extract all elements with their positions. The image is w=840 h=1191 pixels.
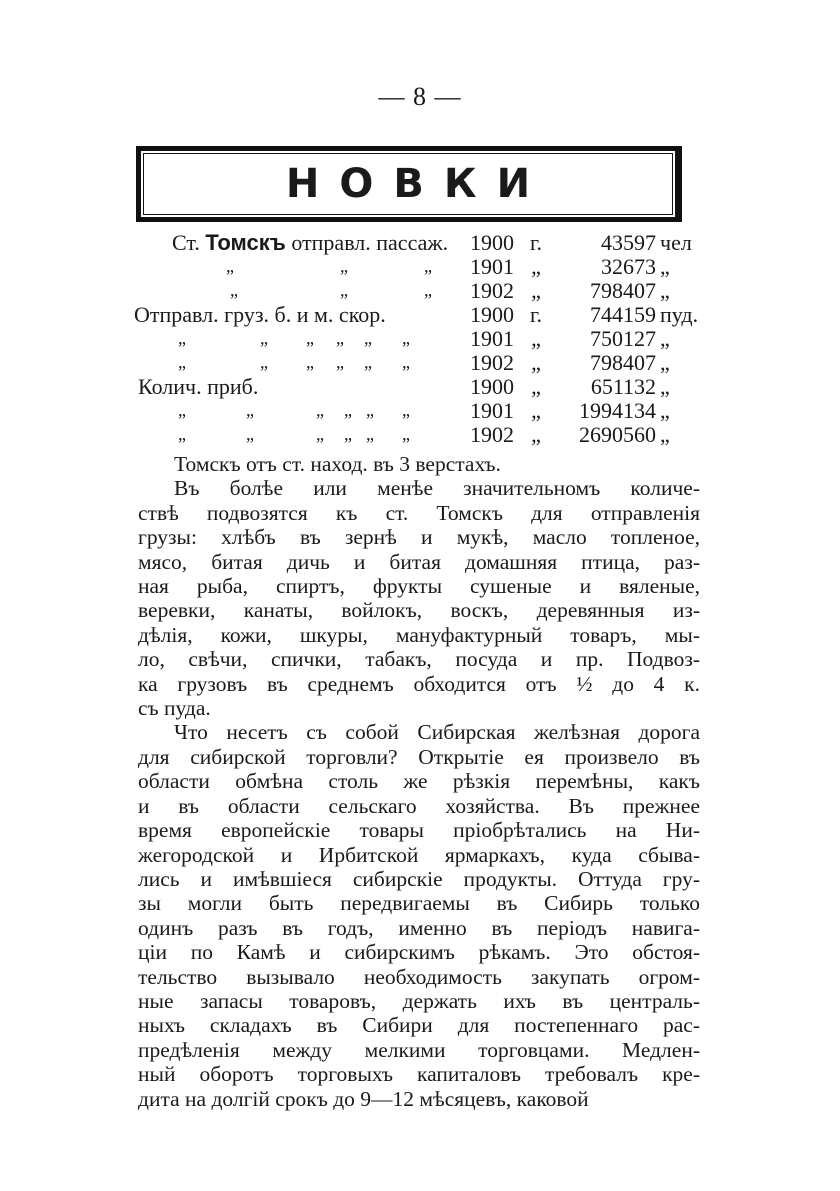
stats-row-label: Ст. Томскъ отправл. пассаж.	[172, 230, 449, 255]
text-line: ный оборотъ торговыхъ капиталовъ требовалъ кре-	[138, 1062, 700, 1087]
ditto-mark: „	[306, 352, 314, 372]
text-line: мясо, битая дичь и битая домашняя птица, раз-	[138, 549, 700, 574]
page-number: — 8 —	[378, 82, 462, 111]
stats-unit-tail: „	[660, 350, 670, 375]
ditto-mark: „	[306, 328, 314, 348]
text-line: время европейскіе товары пріобрѣтались на Ни-	[138, 818, 700, 843]
ditto-mark: „	[366, 424, 374, 444]
ditto-mark: „	[178, 424, 186, 444]
stats-year: 1901	[470, 326, 514, 351]
title-frame-inner-rule	[143, 153, 673, 215]
stats-value: 798407	[590, 350, 656, 375]
ditto-mark: „	[178, 400, 186, 420]
stats-value: 798407	[590, 278, 656, 303]
stats-unit-tail: „	[660, 398, 670, 423]
text-line: жегородской и Ирбитской ярмаркахъ, куда сбыва-	[138, 842, 700, 867]
stats-year: 1900	[470, 230, 514, 255]
stats-unit: г.	[529, 302, 543, 327]
stats-row	[0, 350, 840, 374]
ditto-mark: „	[344, 424, 352, 444]
ditto-mark: „	[178, 328, 186, 348]
ditto-mark: „	[316, 424, 324, 444]
stats-unit-tail: чел	[660, 230, 692, 255]
ditto-mark: „	[226, 256, 234, 276]
statistics-table	[0, 230, 840, 450]
ditto-mark: „	[340, 256, 348, 276]
stats-value: 43597	[601, 230, 656, 255]
ditto-mark: „	[246, 424, 254, 444]
text-line: съ пуда.	[138, 696, 211, 721]
stats-row	[0, 302, 840, 326]
ditto-mark: „	[424, 256, 432, 276]
stats-row	[0, 398, 840, 422]
stats-value: 32673	[601, 254, 656, 279]
body-text	[138, 452, 700, 1111]
stats-unit-tail: пуд.	[660, 302, 699, 327]
text-line: дита на долгій срокъ до 9—12 мѣсяцевъ, каковой	[138, 1086, 589, 1111]
stats-unit: „	[531, 350, 541, 375]
stats-value: 744159	[590, 302, 656, 327]
stats-year: 1902	[470, 422, 514, 447]
stats-row	[0, 230, 840, 254]
stats-row	[0, 326, 840, 350]
stats-row	[0, 278, 840, 302]
distance-note: Томскъ отъ ст. наход. въ 3 верстахъ.	[174, 452, 501, 476]
stats-value: 750127	[590, 326, 656, 351]
text-line: области обмѣна столь же рѣзкія перемѣны, какъ	[138, 769, 700, 794]
stats-year: 1901	[470, 398, 514, 423]
ditto-mark: „	[246, 400, 254, 420]
stats-row	[0, 422, 840, 446]
stats-row	[0, 254, 840, 278]
text-line: веревки, канаты, войлокъ, воскъ, деревянныя из-	[138, 598, 700, 623]
title-frame	[136, 146, 682, 222]
stats-year: 1902	[470, 278, 514, 303]
text-line: предѣленія между мелкими торговцами. Медлен-	[138, 1037, 700, 1062]
text-line: ка грузовъ въ среднемъ обходится отъ ½ до 4 к.	[138, 671, 700, 696]
stats-value: 2690560	[579, 422, 656, 447]
stats-value: 651132	[590, 374, 656, 399]
ditto-mark: „	[366, 400, 374, 420]
stats-unit: „	[531, 326, 541, 351]
text-line: ло, свѣчи, спички, табакъ, посуда и пр. Подвоз-	[138, 647, 700, 672]
text-line: ная рыба, спиртъ, фрукты сушеные и вяленые,	[138, 574, 700, 599]
text-line: и въ области сельскаго хозяйства. Въ прежнее	[138, 793, 700, 818]
stats-row	[0, 374, 840, 398]
ditto-mark: „	[402, 400, 410, 420]
stats-value: 1994134	[579, 398, 656, 423]
stats-unit-tail: „	[660, 254, 670, 279]
stats-unit: „	[531, 254, 541, 279]
ditto-mark: „	[336, 328, 344, 348]
text-line: дѣлія, кожи, шкуры, мануфактурный товаръ, мы-	[138, 622, 700, 647]
stats-year: 1901	[470, 254, 514, 279]
ditto-mark: „	[178, 352, 186, 372]
ditto-mark: „	[230, 280, 238, 300]
stats-row-label: Отправл. груз. б. и м. скор.	[134, 302, 386, 327]
ditto-mark: „	[260, 328, 268, 348]
ditto-mark: „	[402, 352, 410, 372]
page-title: НОВКИ	[285, 161, 551, 207]
stats-unit-tail: „	[660, 422, 670, 447]
stats-year: 1902	[470, 350, 514, 375]
ditto-mark: „	[260, 352, 268, 372]
text-line: Въ болѣе или менѣе значительномъ количе-	[174, 476, 700, 501]
stats-unit: „	[531, 398, 541, 423]
text-line: ныхъ складахъ въ Сибири для постепеннаго рас-	[138, 1013, 700, 1038]
text-line: для сибирской торговли? Открытіе ея произвело въ	[138, 744, 700, 769]
stats-row-label: Колич. приб.	[138, 374, 259, 399]
ditto-mark: „	[364, 328, 372, 348]
paragraph-goods	[138, 476, 700, 720]
text-line: лись и имѣвшіеся сибирскіе продукты. Оттуда гру-	[138, 866, 700, 891]
text-line: грузы: хлѣбъ въ зернѣ и мукѣ, масло топленое,	[138, 525, 700, 550]
stats-unit: г.	[529, 230, 543, 255]
stats-year: 1900	[470, 302, 514, 327]
stats-year: 1900	[470, 374, 514, 399]
ditto-mark: „	[340, 280, 348, 300]
stats-unit: „	[531, 278, 541, 303]
ditto-mark: „	[424, 280, 432, 300]
stats-unit-tail: „	[660, 374, 670, 399]
ditto-mark: „	[402, 328, 410, 348]
text-line: одинъ разъ въ годъ, именно въ періодъ навига-	[138, 915, 700, 940]
text-line: зы могли быть передвигаемы въ Сибирь только	[138, 891, 700, 916]
stats-unit-tail: „	[660, 278, 670, 303]
text-line: ные запасы товаровъ, держать ихъ въ централь-	[138, 988, 700, 1013]
ditto-mark: „	[344, 400, 352, 420]
paragraph-railway-trade	[138, 720, 700, 1111]
ditto-mark: „	[364, 352, 372, 372]
ditto-mark: „	[402, 424, 410, 444]
text-line: ствѣ подвозятся къ ст. Томскъ для отправленія	[138, 500, 700, 525]
ditto-mark: „	[336, 352, 344, 372]
stats-unit: „	[531, 422, 541, 447]
ditto-mark: „	[316, 400, 324, 420]
text-line: ціи по Камѣ и сибирскимъ рѣкамъ. Это обстоя-	[138, 940, 700, 965]
text-line: Что несетъ съ собой Сибирская желѣзная дорога	[174, 720, 700, 745]
text-line: тельство вызывало необходимость закупать огром-	[138, 964, 700, 989]
stats-unit: „	[531, 374, 541, 399]
stats-unit-tail: „	[660, 326, 670, 351]
